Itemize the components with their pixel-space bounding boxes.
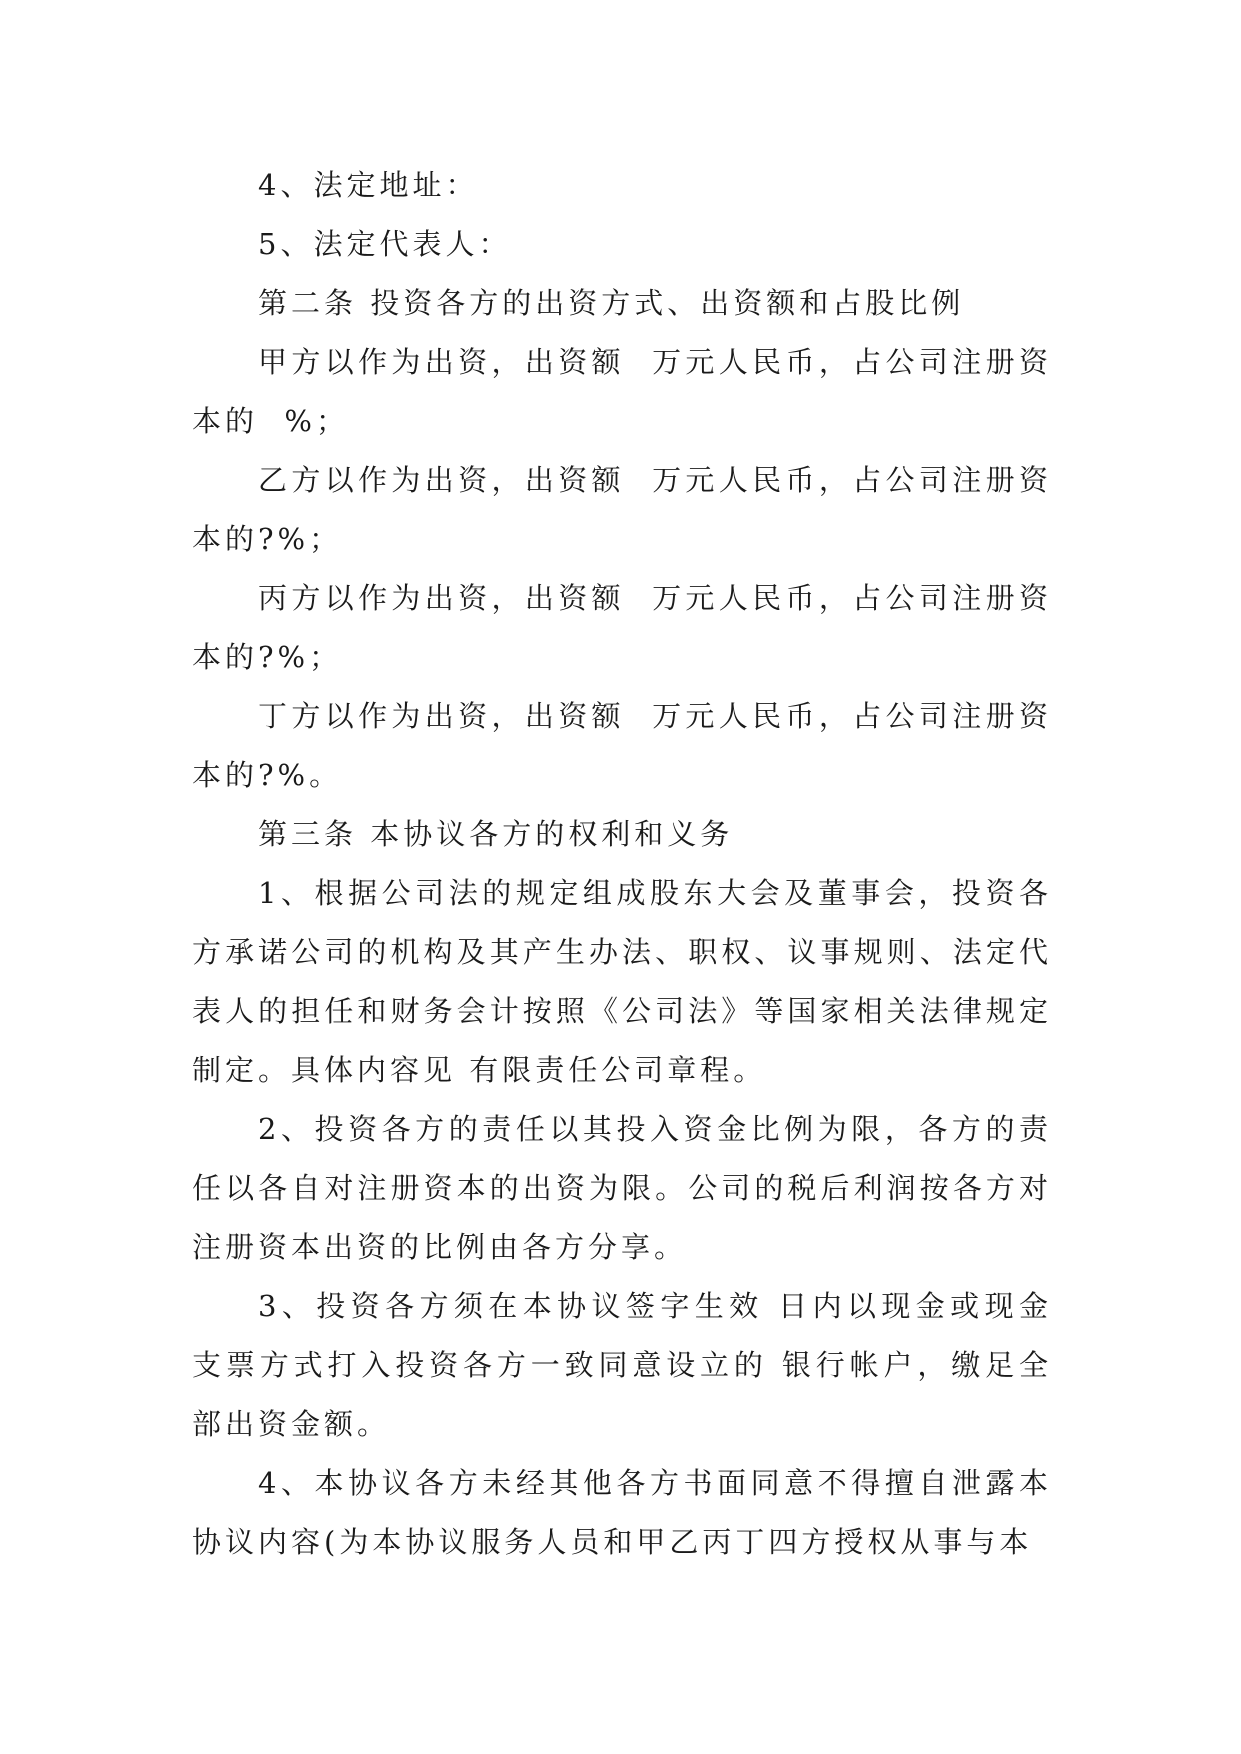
document-body: [192, 156, 1052, 1572]
paragraph-clause-1: 1、根据公司法的规定组成股东大会及董事会，投资各方承诺公司的机构及其产生办法、职权、议事规则、法定代表人的担任和财务会计按照《公司法》等国家相关法律规定制定。具体内容见 有限责任公司章程。: [192, 876, 1052, 1087]
paragraph-clause-4: 4、本协议各方未经其他各方书面同意不得擅自泄露本协议内容(为本协议服务人员和甲乙丙丁四方授权从事与本: [192, 1466, 1052, 1559]
article-2-heading: 第二条 投资各方的出资方式、出资额和占股比例: [258, 286, 965, 320]
paragraph-party-d-contribution: 丁方以作为出资，出资额 万元人民币，占公司注册资本的?%。: [192, 699, 1052, 792]
paragraph-party-b-contribution: 乙方以作为出资，出资额 万元人民币，占公司注册资本的?%；: [192, 463, 1052, 556]
paragraph-party-c-contribution: 丙方以作为出资，出资额 万元人民币，占公司注册资本的?%；: [192, 581, 1052, 674]
paragraph-legal-representative: 5、法定代表人：: [258, 227, 512, 261]
paragraph-legal-address: 4、法定地址：: [258, 168, 479, 202]
paragraph-clause-3: 3、投资各方须在本协议签字生效 日内以现金或现金支票方式打入投资各方一致同意设立的 银行帐户，缴足全部出资金额。: [192, 1289, 1052, 1441]
paragraph-party-a-contribution: 甲方以作为出资，出资额 万元人民币，占公司注册资本的 %；: [192, 345, 1052, 438]
article-3-heading: 第三条 本协议各方的权利和义务: [258, 817, 734, 851]
paragraph-clause-2: 2、投资各方的责任以其投入资金比例为限，各方的责任以各自对注册资本的出资为限。公司的税后利润按各方对注册资本出资的比例由各方分享。: [192, 1112, 1052, 1264]
